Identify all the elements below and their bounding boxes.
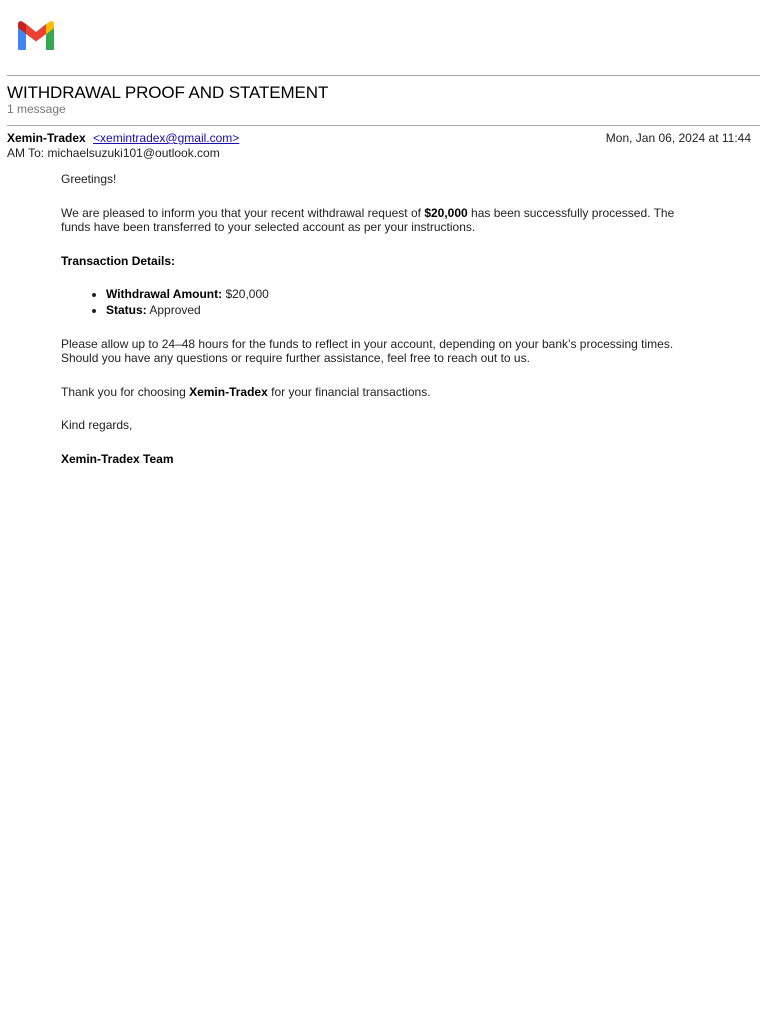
list-item (106, 303, 701, 318)
to-line: AM To: michaelsuzuki101@outlook.com (7, 146, 220, 160)
subject-divider (7, 125, 760, 126)
gmail-logo-icon (16, 20, 56, 52)
signature-text: Xemin-Tradex Team (61, 451, 174, 466)
detail-value: $20,000 (222, 287, 269, 301)
signature (61, 452, 701, 467)
transaction-details-list (61, 287, 701, 318)
header-divider (7, 75, 760, 76)
paragraph-3-post: for your financial transactions. (267, 384, 431, 399)
paragraph-1-pre: We are pleased to inform you that your recent withdrawal request of (61, 205, 425, 220)
email-subject: WITHDRAWAL PROOF AND STATEMENT (7, 83, 329, 102)
sender-email-link[interactable]: <xemintradex@gmail.com> (93, 131, 240, 145)
closing: Kind regards, (61, 418, 133, 432)
from-line (7, 131, 239, 145)
detail-label: Withdrawal Amount: (106, 287, 223, 301)
list-item (106, 287, 701, 302)
details-heading-text: Transaction Details: (61, 253, 176, 268)
sender-name: Xemin-Tradex (7, 131, 86, 145)
withdrawal-amount-inline: $20,000 (424, 205, 468, 220)
detail-value: Approved (146, 303, 201, 317)
paragraph-3-pre: Thank you for choosing (61, 384, 190, 399)
details-heading (61, 254, 701, 269)
paragraph-2: Please allow up to 24–48 hours for the funds to reflect in your account, depending on your bank’s processing times. Should you have any questions or require further assistance, feel free to reach out to us. (61, 336, 674, 365)
paragraph-1-post: has been successfully processed. The funds have been transferred to your selected account as per your instructions. (61, 205, 675, 234)
brand-name: Xemin-Tradex (189, 384, 268, 399)
paragraph-3 (61, 385, 701, 400)
paragraph-1 (61, 206, 701, 235)
message-date: Mon, Jan 06, 2024 at 11:44 (605, 131, 751, 145)
message-count: 1 message (7, 102, 66, 116)
message-body (61, 172, 701, 485)
detail-label: Status: (106, 303, 147, 317)
greeting: Greetings! (61, 172, 117, 186)
